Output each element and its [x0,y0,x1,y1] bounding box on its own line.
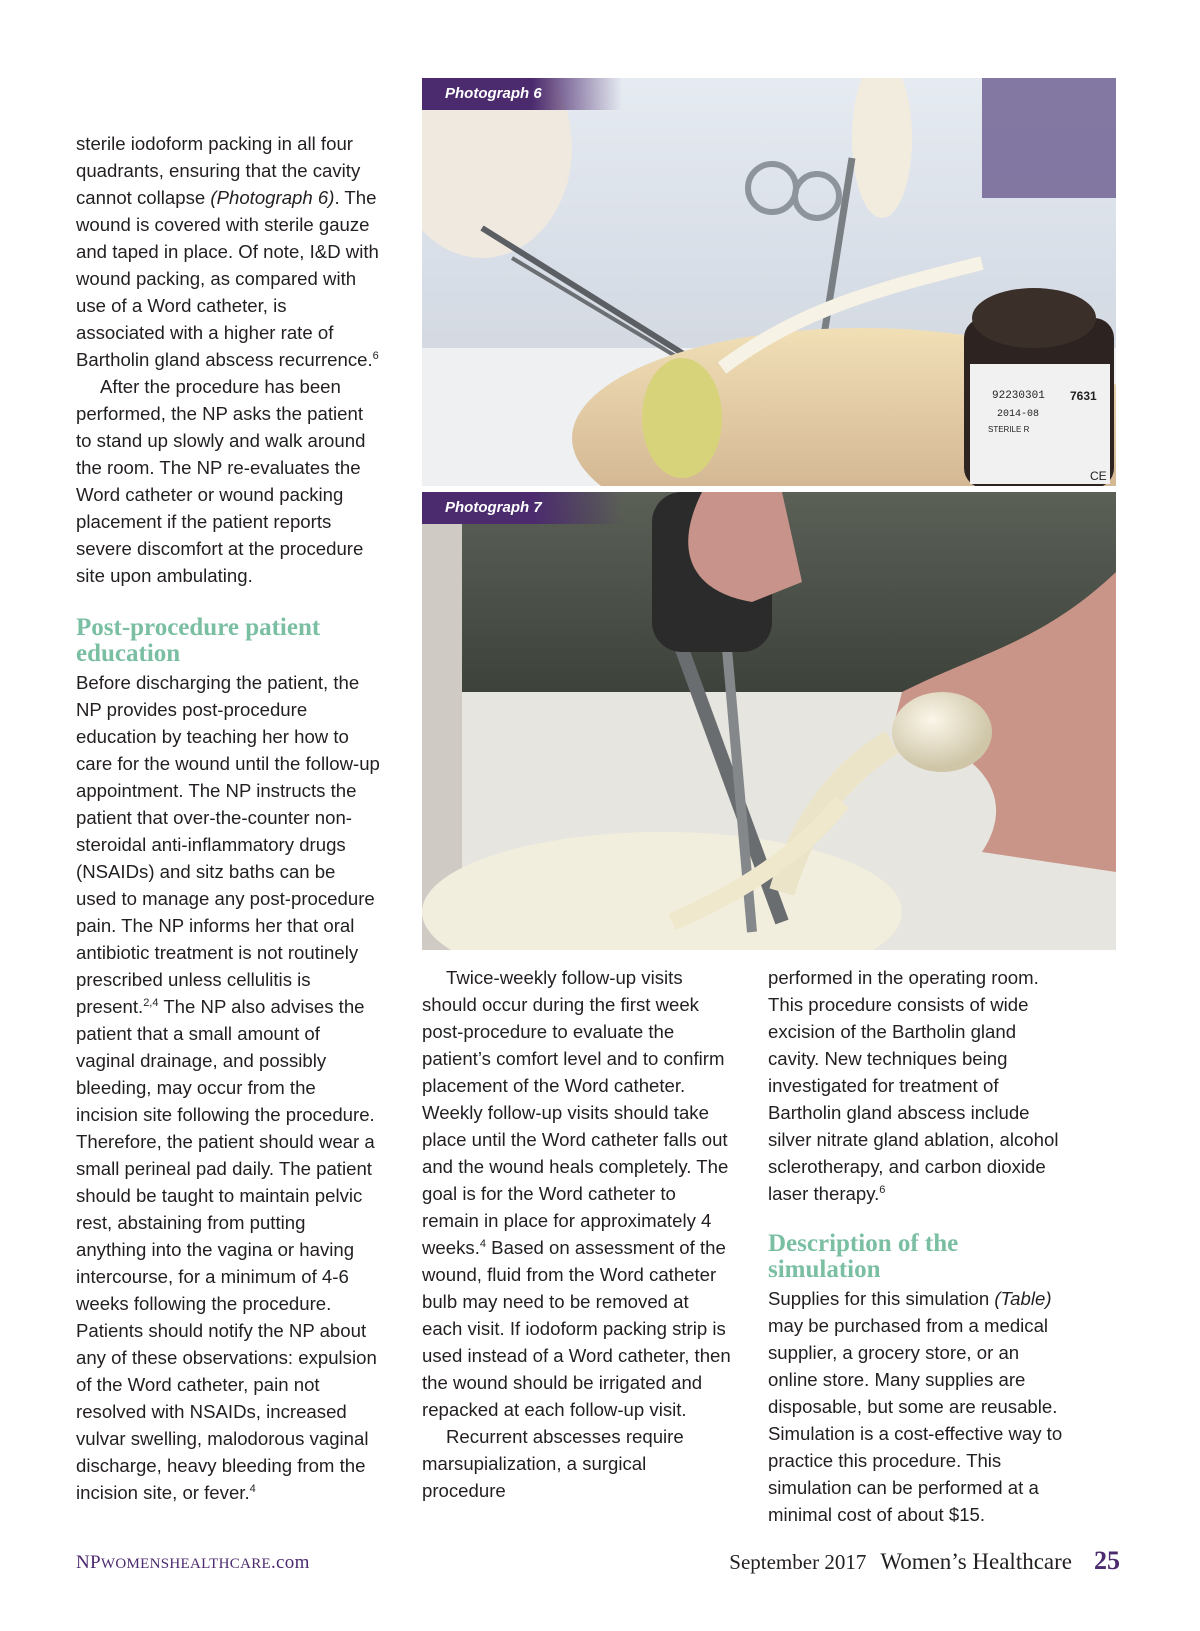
bottle-label-date: 2014-08 [997,409,1040,420]
citation: 6 [879,1184,886,1196]
paragraph-education [76,669,380,1506]
bottle-label-ref: 7631 [1070,389,1097,403]
paragraph-follow-up [422,964,732,1423]
paragraph-operating-room [768,964,1070,1207]
paragraph-supplies [768,1285,1070,1528]
photograph-7-image [422,492,1116,950]
footer-site-part: NP [76,1552,101,1573]
bottle-label-sterile: STERILE R [988,425,1030,434]
paragraph-recurrent: Recurrent abscesses require marsupialization, a surgical procedure [422,1426,684,1501]
photograph-7-label: Photograph 7 [422,492,622,524]
photograph-6-label: Photograph 6 [422,78,622,110]
section-heading-simulation: Description of the simulation [768,1230,959,1283]
page-number: 25 [1094,1546,1120,1575]
bottle-label-ce: CE [1090,469,1107,483]
photograph-6-image [422,78,1116,486]
footer-date: September 2017 [729,1550,867,1574]
text: sterile iodoform packing in all four quadrants, ensuring that the cavity cannot collapse [76,133,361,208]
citation: 4 [479,1238,486,1250]
table-reference: (Table) [994,1288,1052,1309]
citation: 4 [249,1483,256,1495]
footer-site-part: HEALTHCARE [169,1556,271,1572]
text: Supplies for this simulation [768,1288,995,1309]
photograph-7 [422,492,1116,950]
footer-magazine: Women’s Healthcare [880,1549,1072,1574]
bottle-label-lot: 92230301 [992,390,1045,402]
text: performed in the operating room. This procedure consists of wide excision of the Bartholin gland cavity. New techniques being investigated for treatment of Bartholin gland abscess include silver nitrate gland ablation, alcohol sclerotherapy, and carbon dioxide laser therapy. [768,967,1059,1204]
text: Before discharging the patient, the NP provides post-procedure education by teaching her how to care for the wound until the follow-up appointment. The NP instructs the patient that over-the-counter non-steroidal anti-inflammatory drugs (NSAIDs) and sitz baths can be used to manage any post-procedure pain. The NP informs her that oral antibiotic treatment is not routinely prescribed unless cellulitis is present. [76,672,380,1017]
text: The NP also advises the patient that a small amount of vaginal drainage, and possibly bleeding, may occur from the incision site following the procedure. Therefore, the patient should wear a small perineal pad daily. The patient should be taught to maintain pelvic rest, abstaining from putting anything into the vagina or having intercourse, for a minimum of 4-6 weeks following the procedure. Patients should notify the NP about any of these observations: expulsion of the Word catheter, pain not resolved with NSAIDs, increased vulvar swelling, malodorous vaginal discharge, heavy bleeding from the incision site, or fever. [76,996,377,1503]
text: Twice-weekly follow-up visits should occur during the first week post-procedure to evaluate the patient’s comfort level and to confirm placement of the Word catheter. Weekly follow-up visits should take place until the Word catheter falls out and the wound heals completely. The goal is for the Word catheter to remain in place for approximately 4 weeks. [422,967,729,1258]
section-heading-post-procedure: Post-procedure patient education [76,614,321,667]
footer-website [76,1552,310,1574]
photograph-6 [422,78,1116,486]
column-left [76,130,380,1506]
text: Based on assessment of the wound, fluid from the Word catheter bulb may need to be removed at each visit. If iodoform packing strip is used instead of a Word catheter, then the wound should be irrigated and repacked at each follow-up visit. [422,1237,731,1420]
footer-publication [729,1546,1120,1576]
paragraph-packing [76,130,380,373]
column-middle [422,964,732,1504]
footer-site-part: .com [270,1552,310,1573]
paragraph-after-procedure: After the procedure has been performed, the NP asks the patient to stand up slowly and walk around the room. The NP re-evaluates the Word catheter or wound packing placement if the patient reports severe discomfort at the procedure site upon ambulating. [76,376,366,586]
footer-site-part: WOMENS [100,1556,170,1572]
column-right [768,964,1070,1528]
text: . The wound is covered with sterile gauze and taped in place. Of note, I&D with wound packing, as compared with use of a Word catheter, is associated with a higher rate of Bartholin gland abscess recurrence. [76,187,379,370]
citation: 6 [372,350,379,362]
citation: 2,4 [143,997,159,1009]
photo-reference: (Photograph 6) [210,187,335,208]
text: may be purchased from a medical supplier, a grocery store, or an online store. Many supplies are disposable, but some are reusable. Simulation is a cost-effective way to practice this procedure. This simulation can be performed at a minimal cost of about $15. [768,1315,1063,1525]
